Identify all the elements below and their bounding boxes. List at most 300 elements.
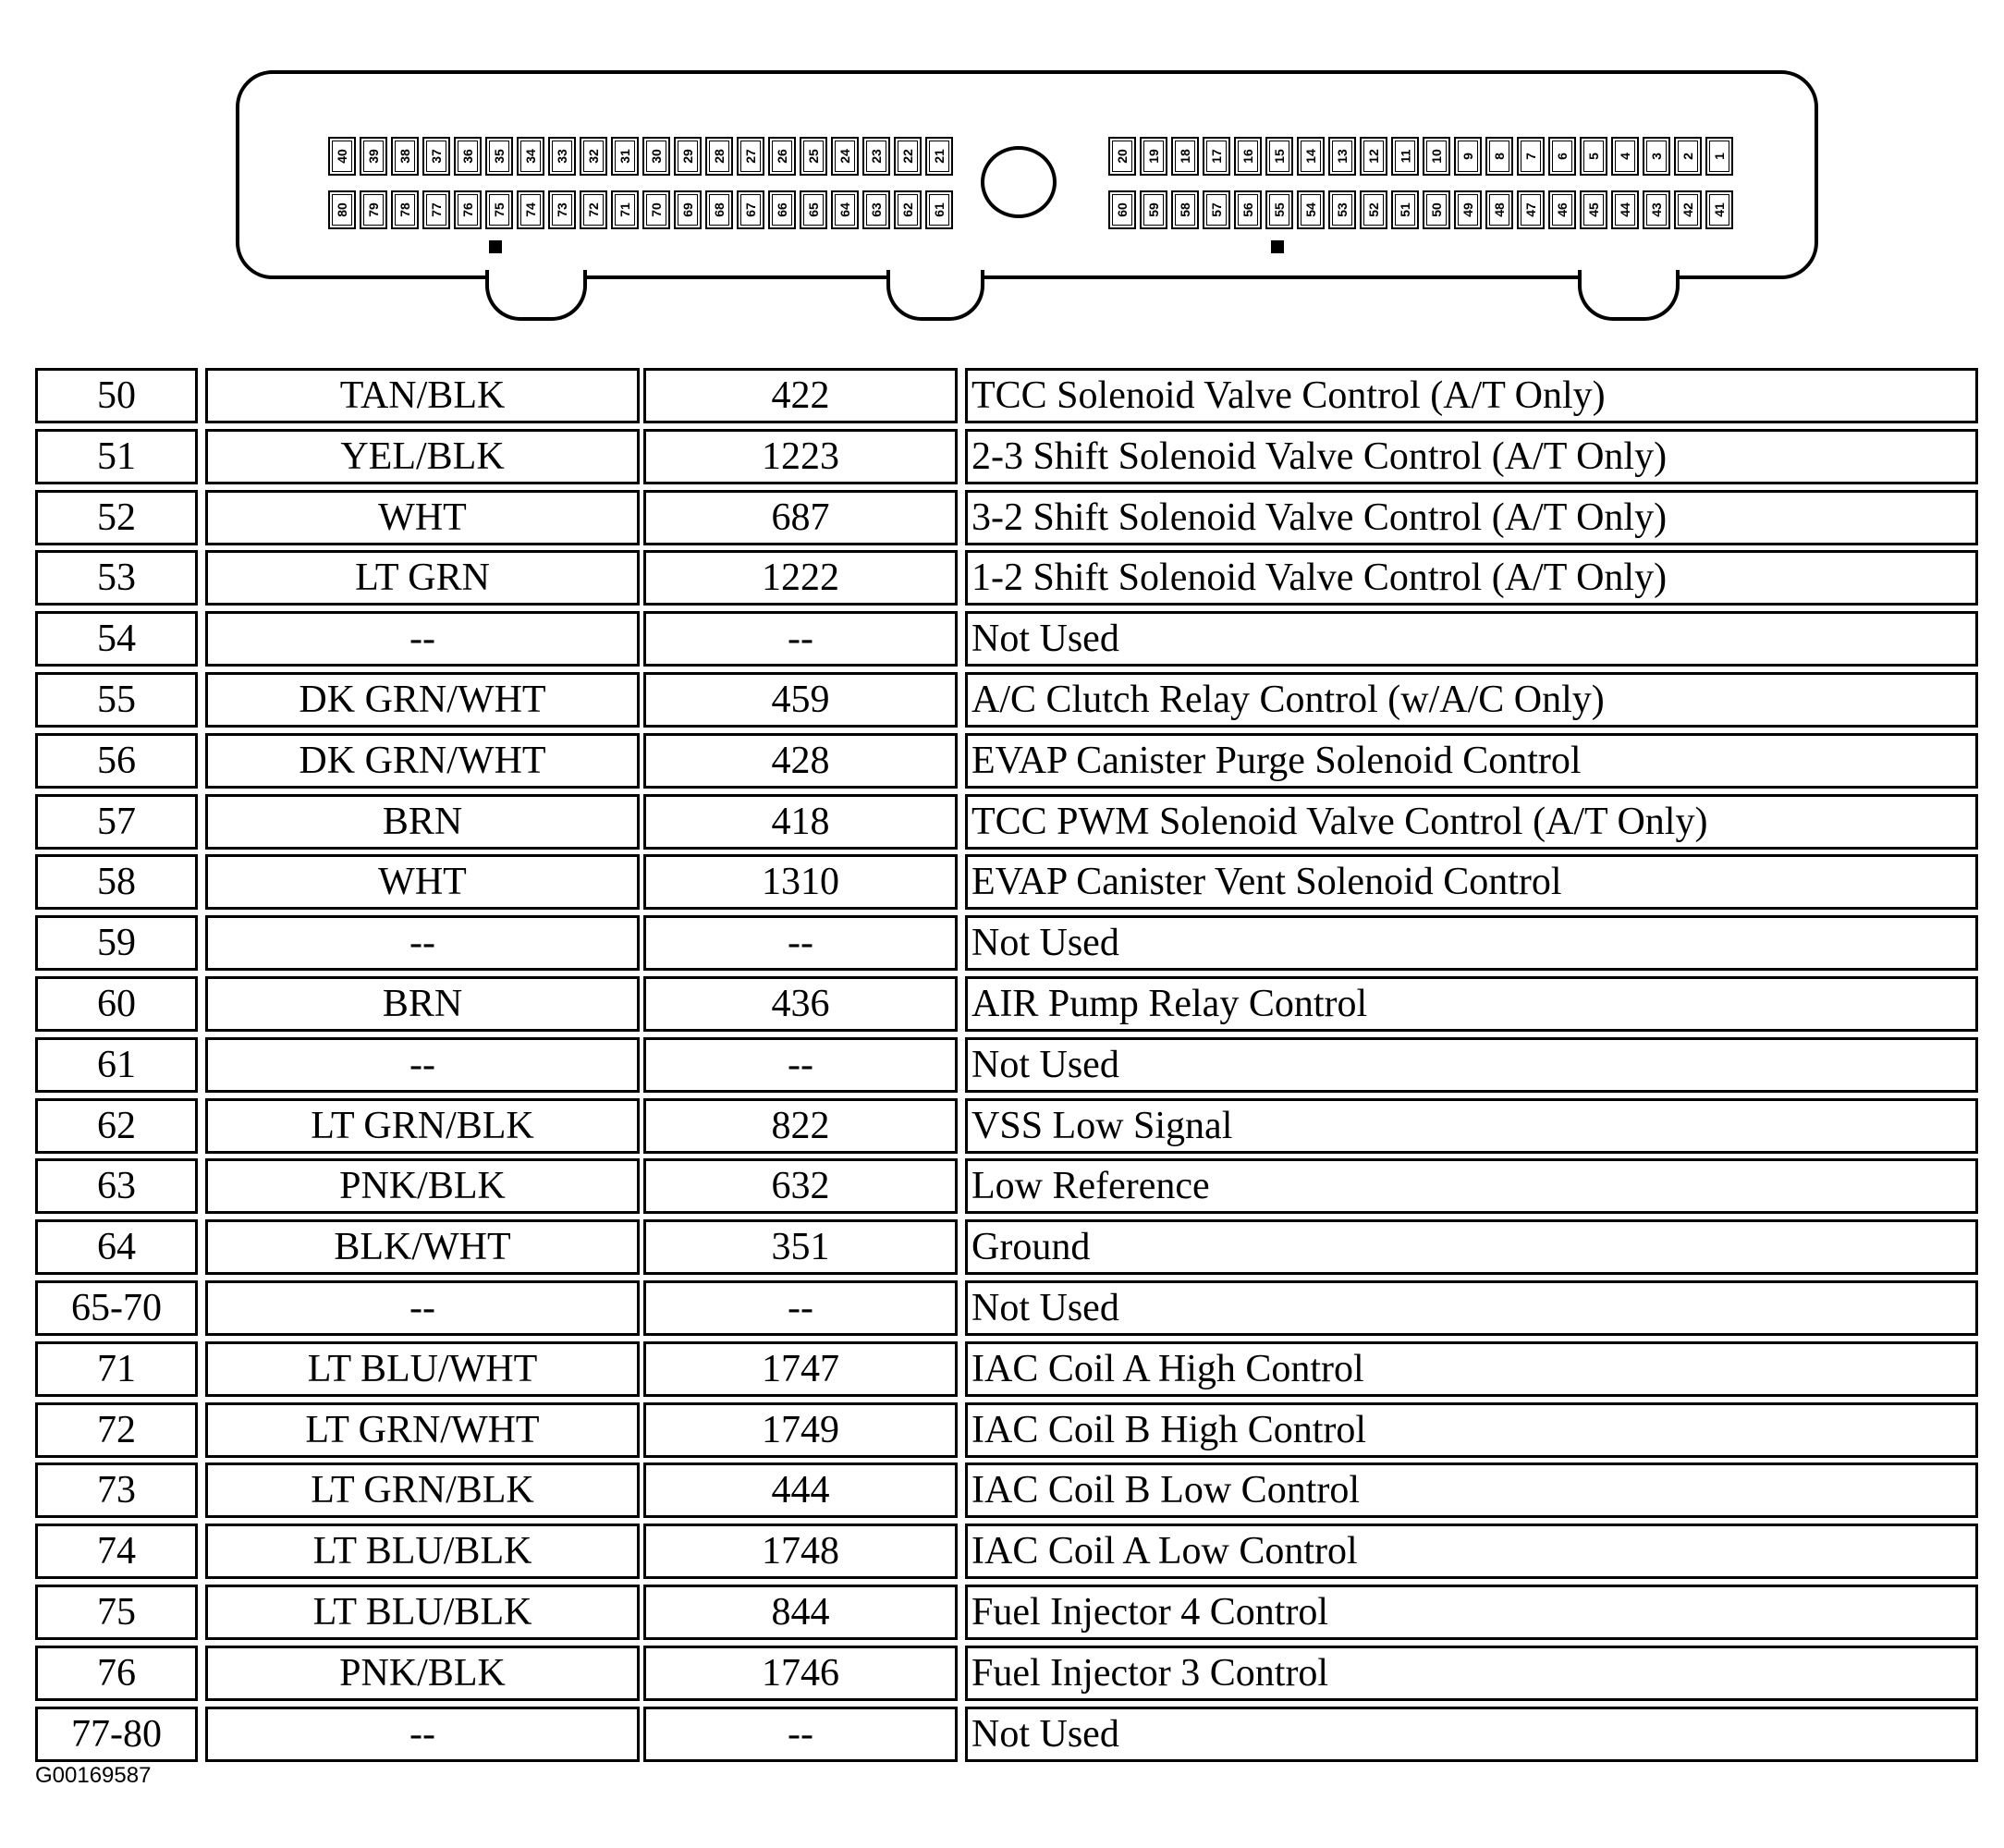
connector-pin-number: 67 [742,202,758,217]
connector-pin-number: 7 [1522,153,1538,160]
function-cell: A/C Clutch Relay Control (w/A/C Only) [965,672,1978,728]
connector-pin-number: 15 [1271,149,1287,164]
connector-pin-cavity [1363,194,1384,226]
wire-color-cell: DK GRN/WHT [205,672,640,728]
connector-pin-number: 42 [1680,202,1695,217]
circuit-number-cell: 459 [643,672,958,728]
connector-pin-number: 76 [459,202,475,217]
connector-pin-cavity [678,141,698,172]
connector-pin [894,190,922,229]
circuit-number-cell: 1310 [643,854,958,910]
circuit-number-cell: 351 [643,1219,958,1275]
connector-pin [925,190,953,229]
connector-pin-number: 73 [554,202,569,217]
connector-pin [485,137,513,176]
connector-pin-cavity [866,141,886,172]
connector-pin-cavity [395,194,415,226]
circuit-number-cell: -- [643,1707,958,1762]
connector-pin [517,137,544,176]
connector-pin-cavity [1458,141,1478,172]
circuit-number-cell: 444 [643,1462,958,1518]
table-row [35,1098,1978,1154]
connector-pin-cavity [1206,194,1227,226]
connector-pin-number: 80 [334,202,349,217]
connector-pin-number: 13 [1334,149,1350,164]
connector-foot-center [886,270,984,321]
connector-pin [548,190,576,229]
table-row [35,1585,1978,1640]
function-cell: TCC PWM Solenoid Valve Control (A/T Only) [965,794,1978,850]
connector-pin [737,190,764,229]
pin-number-cell: 51 [35,429,198,484]
connector-pin-cavity [678,194,698,226]
pin-number-cell: 58 [35,854,198,910]
connector-pin-cavity [1709,141,1729,172]
circuit-number-cell: 1223 [643,429,958,484]
connector-pin [705,137,733,176]
connector-foot-right [1578,270,1680,321]
connector-pin-number: 69 [679,202,695,217]
connector-pin [642,137,670,176]
wire-color-cell: TAN/BLK [205,368,640,423]
wire-color-cell: LT GRN/BLK [205,1098,640,1154]
connector-pin [1171,190,1199,229]
connector-pin-number: 24 [837,149,852,164]
table-row [35,1219,1978,1275]
connector-pin-number: 53 [1334,202,1350,217]
wire-color-cell: -- [205,611,640,667]
connector-pin-number: 38 [397,149,412,164]
pin-number-cell: 77-80 [35,1707,198,1762]
connector-pin-number: 44 [1617,202,1632,217]
connector-pin-number: 65 [805,202,821,217]
pin-row-bottom-left [328,190,953,229]
connector-pin-cavity [740,194,761,226]
connector-pin-cavity [395,141,415,172]
connector-pin-number: 75 [491,202,507,217]
connector-pin [1360,137,1387,176]
connector-pin-number: 28 [711,149,727,164]
connector-pin-cavity [1615,141,1635,172]
function-cell: VSS Low Signal [965,1098,1978,1154]
table-row [35,1646,1978,1701]
connector-pin-cavity [1552,194,1572,226]
function-cell: TCC Solenoid Valve Control (A/T Only) [965,368,1978,423]
pin-number-cell: 61 [35,1037,198,1093]
connector-pin-cavity [1301,141,1321,172]
connector-pin-number: 32 [585,149,601,164]
connector-pin-cavity [1143,141,1164,172]
wire-color-cell: -- [205,1707,640,1762]
circuit-number-cell: 436 [643,976,958,1032]
connector-pin-number: 35 [491,149,507,164]
function-cell: 3-2 Shift Solenoid Valve Control (A/T Only) [965,490,1978,545]
connector-pin [642,190,670,229]
connector-pin [1548,190,1576,229]
connector-pin-cavity [1709,194,1729,226]
wire-color-cell: YEL/BLK [205,429,640,484]
connector-pin-cavity [1489,194,1509,226]
connector-pin-number: 58 [1177,202,1192,217]
connector-pin-cavity [1269,141,1289,172]
pin-1-marker-left [489,240,502,253]
function-cell: Not Used [965,1280,1978,1336]
connector-pin-cavity [1552,141,1572,172]
connector-pin [360,190,387,229]
function-cell: 1-2 Shift Solenoid Valve Control (A/T Only) [965,550,1978,606]
wire-color-cell: PNK/BLK [205,1646,640,1701]
connector-pin-number: 66 [774,202,789,217]
connector-pin-number: 46 [1554,202,1570,217]
connector-pin [1517,190,1545,229]
connector-pin-cavity [1646,194,1667,226]
circuit-number-cell: 687 [643,490,958,545]
connector-pin-number: 64 [837,202,852,217]
connector-pin-number: 34 [522,149,538,164]
circuit-number-cell: 1222 [643,550,958,606]
connector-pin [328,190,356,229]
connector-pin-number: 55 [1271,202,1287,217]
connector-pin-number: 29 [679,149,695,164]
connector-pin-number: 47 [1522,202,1538,217]
connector-pin-number: 78 [397,202,412,217]
connector-pin-cavity [520,194,541,226]
connector-pin-number: 52 [1365,202,1381,217]
connector-pin [1140,137,1167,176]
connector-pin-number: 31 [617,149,632,164]
pin-number-cell: 72 [35,1402,198,1458]
connector-pin-number: 74 [522,202,538,217]
wire-color-cell: LT BLU/WHT [205,1341,640,1397]
connector-pin-cavity [835,141,855,172]
pin-number-cell: 73 [35,1462,198,1518]
connector-pin-cavity [552,194,572,226]
connector-pin-cavity [363,141,384,172]
connector-pin-number: 4 [1617,153,1632,160]
pin-number-cell: 65-70 [35,1280,198,1336]
connector-pin [1391,190,1419,229]
connector-pin-cavity [1458,194,1478,226]
pinout-table [35,368,1978,1767]
connector-pin [1171,137,1199,176]
table-row [35,368,1978,423]
connector-pin [1423,190,1450,229]
connector-pin [1203,137,1230,176]
connector-pin [862,190,890,229]
function-cell: Low Reference [965,1158,1978,1214]
table-row [35,490,1978,545]
wire-color-cell: -- [205,1037,640,1093]
connector-pin [800,190,827,229]
wire-color-cell: PNK/BLK [205,1158,640,1214]
function-cell: Fuel Injector 3 Control [965,1646,1978,1701]
wire-color-cell: -- [205,915,640,971]
connector-pin-cavity [1363,141,1384,172]
connector-pin [1391,137,1419,176]
connector-pin-cavity [1238,141,1258,172]
connector-pin-number: 19 [1145,149,1161,164]
circuit-number-cell: 632 [643,1158,958,1214]
connector-pin [1108,190,1136,229]
connector-pin-number: 9 [1460,153,1475,160]
connector-pin-cavity [1269,194,1289,226]
connector-pin [1328,137,1356,176]
connector-pin-cavity [1143,194,1164,226]
pin-number-cell: 57 [35,794,198,850]
connector-pin [1328,190,1356,229]
wire-color-cell: BRN [205,976,640,1032]
connector-pin-cavity [835,194,855,226]
function-cell: Ground [965,1219,1978,1275]
connector-pin [1454,190,1482,229]
pin-number-cell: 60 [35,976,198,1032]
connector-pin-number: 54 [1302,202,1318,217]
pin-number-cell: 74 [35,1524,198,1579]
connector-pin-number: 23 [868,149,884,164]
connector-pin-number: 14 [1302,149,1318,164]
connector-pin-cavity [1615,194,1635,226]
connector-pin-cavity [646,194,666,226]
connector-pin-cavity [1112,194,1132,226]
wire-color-cell: BRN [205,794,640,850]
connector-pin-cavity [1332,141,1352,172]
connector-pin-number: 10 [1428,149,1444,164]
circuit-number-cell: 1749 [643,1402,958,1458]
connector-pin-number: 61 [931,202,947,217]
function-cell: IAC Coil A High Control [965,1341,1978,1397]
pin-number-cell: 62 [35,1098,198,1154]
wire-color-cell: WHT [205,854,640,910]
connector-pin [1580,190,1607,229]
circuit-number-cell: 422 [643,368,958,423]
connector-pin-cavity [740,141,761,172]
pin-number-cell: 75 [35,1585,198,1640]
connector-pin-cavity [1426,141,1447,172]
connector-pin [485,190,513,229]
connector-pin-number: 33 [554,149,569,164]
connector-pin [1360,190,1387,229]
connector-pin-cavity [458,194,478,226]
wire-color-cell: BLK/WHT [205,1219,640,1275]
connector-pin-number: 41 [1711,202,1727,217]
pin-row-bottom-right [1108,190,1733,229]
connector-pin-cavity [803,194,824,226]
table-row [35,1402,1978,1458]
connector-pin-number: 17 [1208,149,1224,164]
connector-pin-cavity [615,141,635,172]
function-cell: Not Used [965,1037,1978,1093]
connector-pin-number: 77 [428,202,444,217]
connector-pin [1234,137,1262,176]
connector-pin [1140,190,1167,229]
connector-pin-cavity [332,194,352,226]
connector-pin [548,137,576,176]
connector-pin-number: 79 [365,202,381,217]
pin-number-cell: 56 [35,733,198,789]
circuit-number-cell: 822 [643,1098,958,1154]
circuit-number-cell: 1748 [643,1524,958,1579]
connector-pin [1611,137,1639,176]
connector-pin-cavity [332,141,352,172]
connector-pin [454,190,482,229]
connector-pin-number: 1 [1711,153,1727,160]
pin-number-cell: 52 [35,490,198,545]
connector-pin-number: 48 [1491,202,1507,217]
connector-pin-number: 25 [805,149,821,164]
table-row [35,1158,1978,1214]
connector-pin-cavity [929,141,949,172]
table-row [35,1462,1978,1518]
connector-pin-number: 18 [1177,149,1192,164]
circuit-number-cell: 844 [643,1585,958,1640]
connector-pin-number: 22 [899,149,915,164]
connector-pin [705,190,733,229]
table-row [35,1707,1978,1762]
table-row [35,976,1978,1032]
connector-pin [894,137,922,176]
connector-pin-cavity [803,141,824,172]
connector-pin-cavity [1175,141,1195,172]
table-row [35,1037,1978,1093]
connector-pin-cavity [583,141,604,172]
pin-row-top-left [328,137,953,176]
connector-pin [737,137,764,176]
connector-pin-cavity [709,141,729,172]
connector-pin-cavity [426,194,446,226]
connector-pin-number: 40 [334,149,349,164]
table-row [35,1341,1978,1397]
function-cell: IAC Coil A Low Control [965,1524,1978,1579]
connector-pin [925,137,953,176]
connector-pin-cavity [520,141,541,172]
connector-pin-number: 70 [648,202,664,217]
connector-pin-number: 36 [459,149,475,164]
function-cell: Not Used [965,1707,1978,1762]
connector-pin-number: 20 [1114,149,1130,164]
connector-diagram [236,65,1826,342]
connector-pin-cavity [1206,141,1227,172]
table-row [35,854,1978,910]
connector-pin-cavity [866,194,886,226]
function-cell: IAC Coil B High Control [965,1402,1978,1458]
pin-number-cell: 55 [35,672,198,728]
connector-pin [391,137,419,176]
connector-pin [800,137,827,176]
connector-pin-cavity [1238,194,1258,226]
circuit-number-cell: -- [643,915,958,971]
connector-pin [1611,190,1639,229]
connector-pin [391,190,419,229]
connector-pin-cavity [489,141,509,172]
connector-pin [831,190,859,229]
function-cell: EVAP Canister Purge Solenoid Control [965,733,1978,789]
connector-pin [422,190,450,229]
connector-pin-cavity [1646,141,1667,172]
connector-pin-number: 39 [365,149,381,164]
connector-pin [1643,137,1670,176]
connector-pin-cavity [898,194,918,226]
table-row [35,915,1978,971]
connector-pin [1265,137,1293,176]
function-cell: Not Used [965,915,1978,971]
pin-number-cell: 63 [35,1158,198,1214]
connector-pin-cavity [646,141,666,172]
connector-pin-number: 72 [585,202,601,217]
connector-pin-number: 45 [1585,202,1601,217]
connector-pin [768,190,796,229]
connector-pin-number: 30 [648,149,664,164]
connector-pin-number: 57 [1208,202,1224,217]
connector-pin-number: 11 [1398,149,1412,164]
connector-pin-cavity [426,141,446,172]
figure-id: G00169587 [35,1763,152,1788]
connector-pin-cavity [458,141,478,172]
connector-pin [1705,137,1733,176]
connector-pin-cavity [363,194,384,226]
connector-pin-number: 49 [1460,202,1475,217]
connector-pin-number: 68 [711,202,727,217]
connector-pin-number: 59 [1145,202,1161,217]
connector-pin [1297,137,1325,176]
connector-pin [1234,190,1262,229]
connector-pin-cavity [1301,194,1321,226]
circuit-number-cell: 428 [643,733,958,789]
table-row [35,611,1978,667]
circuit-number-cell: -- [643,1037,958,1093]
connector-pin [328,137,356,176]
pin-number-cell: 64 [35,1219,198,1275]
connector-key-circle [981,146,1057,218]
connector-pin-cavity [1175,194,1195,226]
table-row [35,1280,1978,1336]
connector-pin-cavity [1521,194,1541,226]
connector-pin [611,190,639,229]
pin-number-cell: 71 [35,1341,198,1397]
wire-color-cell: LT GRN/WHT [205,1402,640,1458]
connector-pin-number: 3 [1648,153,1664,160]
connector-pin [1643,190,1670,229]
connector-pin-number: 71 [617,202,632,217]
connector-pin-number: 21 [931,149,947,164]
connector-pin-cavity [1521,141,1541,172]
pin-number-cell: 54 [35,611,198,667]
connector-pin-cavity [772,194,792,226]
circuit-number-cell: -- [643,611,958,667]
connector-pin-cavity [772,141,792,172]
connector-pin [1485,190,1513,229]
connector-pin-number: 16 [1240,149,1255,164]
function-cell: AIR Pump Relay Control [965,976,1978,1032]
connector-pin-number: 63 [868,202,884,217]
connector-pin [422,137,450,176]
connector-pin [862,137,890,176]
connector-pin-cavity [1489,141,1509,172]
circuit-number-cell: -- [643,1280,958,1336]
function-cell: Fuel Injector 4 Control [965,1585,1978,1640]
connector-pin [1265,190,1293,229]
connector-pin-cavity [929,194,949,226]
connector-pin-number: 12 [1365,149,1381,164]
connector-pin-cavity [1332,194,1352,226]
connector-pin [674,190,702,229]
connector-pin-number: 51 [1397,202,1412,217]
table-row [35,429,1978,484]
wire-color-cell: DK GRN/WHT [205,733,640,789]
connector-pin [1674,137,1702,176]
connector-pin-cavity [615,194,635,226]
connector-pin-number: 2 [1680,153,1695,160]
wire-color-cell: -- [205,1280,640,1336]
